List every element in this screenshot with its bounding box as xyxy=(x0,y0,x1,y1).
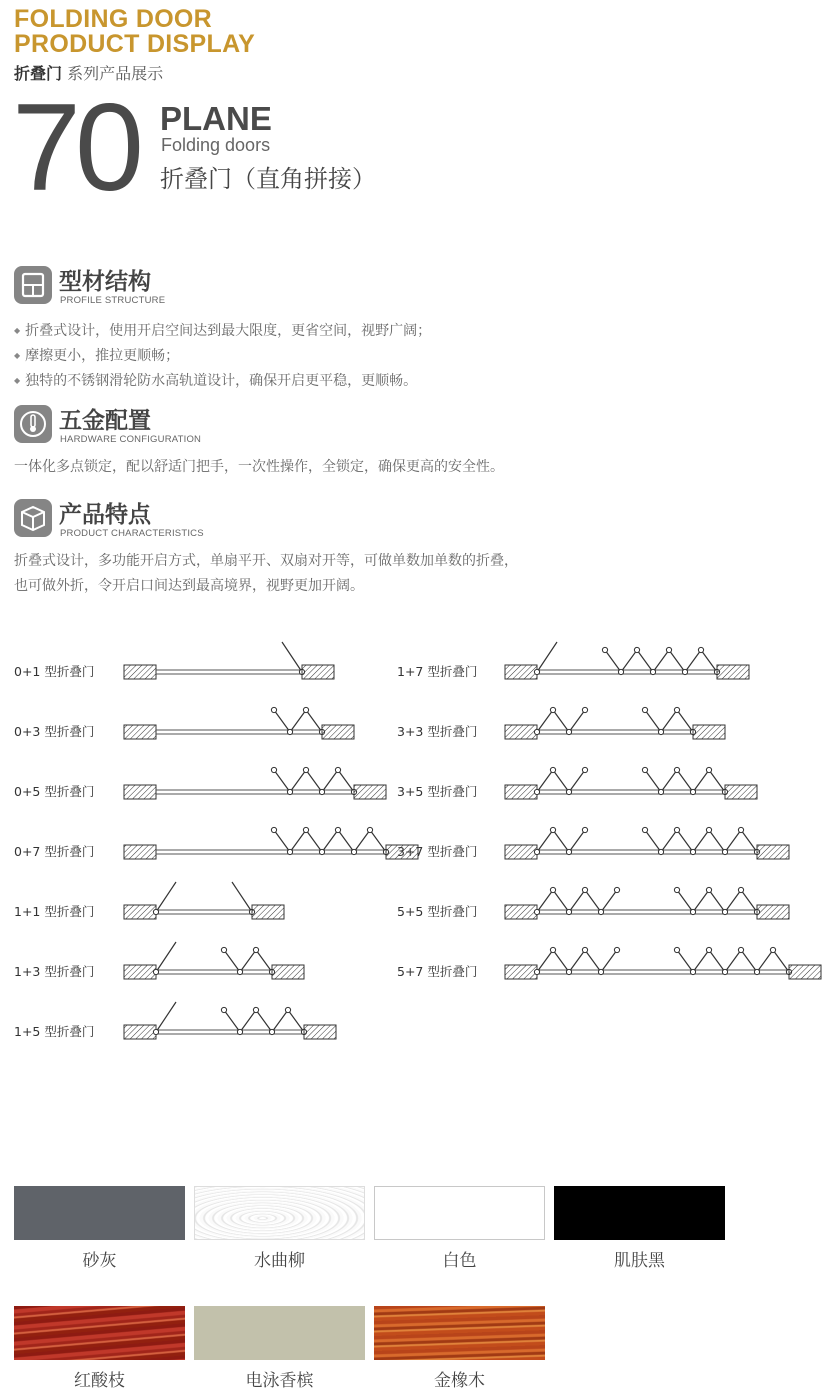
hinge-point xyxy=(153,1029,158,1034)
door-leaf xyxy=(240,950,256,972)
wall-left xyxy=(505,725,537,739)
wall-left xyxy=(124,725,156,739)
hinge-point xyxy=(634,647,639,652)
door-leaf xyxy=(661,710,677,732)
hinge-point xyxy=(674,887,679,892)
door-leaf xyxy=(156,1002,176,1032)
hinge-point xyxy=(598,909,603,914)
hinge-point xyxy=(534,909,539,914)
series-chinese-name: 折叠门（直角拼接） xyxy=(160,165,376,193)
door-leaf xyxy=(773,950,789,972)
wall-right xyxy=(717,665,749,679)
hinge-point xyxy=(534,669,539,674)
hinge-point xyxy=(550,827,555,832)
thermometer-icon xyxy=(14,405,52,443)
hinge-point xyxy=(550,767,555,772)
door-leaf xyxy=(661,830,677,852)
door-leaf xyxy=(282,642,302,672)
folding-door-diagrams xyxy=(0,620,837,1060)
hinge-point xyxy=(642,827,647,832)
hinge-point xyxy=(303,827,308,832)
hinge-point xyxy=(319,789,324,794)
door-leaf xyxy=(585,950,601,972)
hinge-point xyxy=(253,947,258,952)
door-leaf xyxy=(322,770,338,792)
diagram-label: 3+3 型折叠门 xyxy=(397,724,478,739)
door-leaf xyxy=(709,890,725,912)
color-swatch-champagne[interactable] xyxy=(194,1306,365,1360)
color-label: 肌肤黑 xyxy=(614,1251,665,1271)
hinge-point xyxy=(534,729,539,734)
hinge-point xyxy=(335,827,340,832)
door-leaf xyxy=(553,710,569,732)
hinge-point xyxy=(738,947,743,952)
hardware-section-title: 五金配置 xyxy=(59,408,151,434)
door-leaf xyxy=(569,890,585,912)
door-leaf xyxy=(709,770,725,792)
door-leaf xyxy=(569,830,585,852)
wall-right xyxy=(302,665,334,679)
hinge-point xyxy=(335,767,340,772)
hinge-point xyxy=(614,947,619,952)
series-number: 70 xyxy=(12,79,138,217)
door-leaf xyxy=(553,830,569,852)
diagram-label: 0+1 型折叠门 xyxy=(14,664,95,679)
hinge-point xyxy=(706,827,711,832)
door-leaf xyxy=(569,770,585,792)
door-leaf xyxy=(306,830,322,852)
hinge-point xyxy=(253,1007,258,1012)
cube-icon xyxy=(14,499,52,537)
door-leaf xyxy=(645,710,661,732)
hinge-point xyxy=(566,729,571,734)
wall-right xyxy=(322,725,354,739)
hinge-point xyxy=(642,767,647,772)
profile-bullet: ◆ 摩擦更小，推拉更顺畅； xyxy=(14,345,179,365)
hinge-point xyxy=(153,909,158,914)
hinge-point xyxy=(582,767,587,772)
hinge-point xyxy=(722,909,727,914)
wall-left xyxy=(124,665,156,679)
wall-left xyxy=(505,665,537,679)
door-leaf xyxy=(685,650,701,672)
door-leaf xyxy=(306,770,322,792)
hinge-point xyxy=(534,849,539,854)
hinge-point xyxy=(582,887,587,892)
hinge-point xyxy=(690,909,695,914)
door-leaf xyxy=(605,650,621,672)
diagram-label: 3+5 型折叠门 xyxy=(397,784,478,799)
hinge-point xyxy=(534,969,539,974)
hinge-point xyxy=(566,909,571,914)
hinge-point xyxy=(237,1029,242,1034)
hinge-point xyxy=(271,767,276,772)
hinge-point xyxy=(287,729,292,734)
hinge-point xyxy=(674,767,679,772)
door-leaf xyxy=(338,770,354,792)
color-label: 金橡木 xyxy=(434,1371,485,1391)
hinge-point xyxy=(674,947,679,952)
color-label: 白色 xyxy=(442,1251,477,1271)
door-leaf xyxy=(537,890,553,912)
wall-right xyxy=(725,785,757,799)
series-english-name: Folding doors xyxy=(161,135,271,155)
hinge-point xyxy=(690,969,695,974)
door-leaf xyxy=(288,1010,304,1032)
color-swatch-golden-oak[interactable] xyxy=(374,1306,545,1360)
door-leaf xyxy=(645,770,661,792)
door-leaf xyxy=(537,770,553,792)
hinge-point xyxy=(153,969,158,974)
door-leaf xyxy=(232,882,252,912)
wall-left xyxy=(505,845,537,859)
hinge-point xyxy=(698,647,703,652)
hinge-point xyxy=(674,827,679,832)
hinge-point xyxy=(566,969,571,974)
door-leaf xyxy=(725,890,741,912)
door-leaf xyxy=(274,770,290,792)
hinge-point xyxy=(534,789,539,794)
door-leaf xyxy=(637,650,653,672)
door-leaf xyxy=(338,830,354,852)
hinge-point xyxy=(690,789,695,794)
door-leaf xyxy=(553,770,569,792)
header-subtitle-rest: 系列产品展示 xyxy=(67,64,164,83)
hinge-point xyxy=(566,849,571,854)
door-leaf xyxy=(661,770,677,792)
hinge-point xyxy=(303,707,308,712)
color-swatch-ash-wood[interactable] xyxy=(194,1186,365,1240)
wall-left xyxy=(124,785,156,799)
hinge-point xyxy=(287,849,292,854)
hinge-point xyxy=(706,767,711,772)
door-leaf xyxy=(553,890,569,912)
door-leaf xyxy=(290,830,306,852)
wall-right xyxy=(354,785,386,799)
color-swatch-white[interactable] xyxy=(374,1186,545,1240)
color-label: 红酸枝 xyxy=(74,1371,125,1391)
door-leaf xyxy=(741,830,757,852)
wall-right xyxy=(272,965,304,979)
door-leaf xyxy=(290,770,306,792)
color-swatch-black[interactable] xyxy=(554,1186,725,1240)
door-leaf xyxy=(290,710,306,732)
door-leaf xyxy=(569,950,585,972)
hinge-point xyxy=(319,849,324,854)
hinge-point xyxy=(351,849,356,854)
door-leaf xyxy=(601,950,617,972)
door-leaf xyxy=(354,830,370,852)
wall-right xyxy=(304,1025,336,1039)
hinge-point xyxy=(582,707,587,712)
profile-bullet: ◆ 折叠式设计，使用开启空间达到最大限度，更省空间，视野广阔； xyxy=(14,320,431,340)
hinge-point xyxy=(738,827,743,832)
door-leaf xyxy=(693,950,709,972)
header-subtitle-bold: 折叠门 xyxy=(14,64,63,83)
door-leaf xyxy=(725,830,741,852)
door-leaf xyxy=(677,830,693,852)
door-leaf xyxy=(537,830,553,852)
hinge-point xyxy=(287,789,292,794)
hinge-point xyxy=(658,729,663,734)
door-leaf xyxy=(669,650,685,672)
door-leaf xyxy=(601,890,617,912)
door-leaf xyxy=(677,770,693,792)
diagram-label: 5+5 型折叠门 xyxy=(397,904,478,919)
color-swatch-red-wood[interactable] xyxy=(14,1306,185,1360)
hinge-point xyxy=(738,887,743,892)
diagram-label: 0+3 型折叠门 xyxy=(14,724,95,739)
door-leaf xyxy=(693,890,709,912)
door-leaf xyxy=(701,650,717,672)
door-leaf xyxy=(156,942,176,972)
hinge-point xyxy=(550,947,555,952)
diagram-label: 0+7 型折叠门 xyxy=(14,844,95,859)
door-leaf xyxy=(322,830,338,852)
door-leaf xyxy=(709,830,725,852)
door-leaf xyxy=(256,1010,272,1032)
door-leaf xyxy=(306,710,322,732)
wall-left xyxy=(124,905,156,919)
features-section-subtitle: PRODUCT CHARACTERISTICS xyxy=(60,528,204,539)
hinge-point xyxy=(550,887,555,892)
hinge-point xyxy=(722,969,727,974)
door-leaf xyxy=(741,950,757,972)
hinge-point xyxy=(658,849,663,854)
wall-left xyxy=(505,785,537,799)
door-leaf xyxy=(693,770,709,792)
hinge-point xyxy=(706,887,711,892)
hinge-point xyxy=(285,1007,290,1012)
header-title-line2: PRODUCT DISPLAY xyxy=(14,30,256,58)
hinge-point xyxy=(666,647,671,652)
hinge-point xyxy=(674,707,679,712)
diagram-label: 3+7 型折叠门 xyxy=(397,844,478,859)
wall-left xyxy=(505,965,537,979)
wall-left xyxy=(124,965,156,979)
hardware-section-subtitle: HARDWARE CONFIGURATION xyxy=(60,434,202,445)
wall-right xyxy=(789,965,821,979)
color-label: 水曲柳 xyxy=(254,1251,305,1271)
hinge-point xyxy=(271,827,276,832)
profile-bullet: ◆ 独特的不锈钢滑轮防水高轨道设计，确保开启更平稳，更顺畅。 xyxy=(14,370,417,390)
door-leaf xyxy=(693,830,709,852)
hinge-point xyxy=(221,947,226,952)
door-leaf xyxy=(621,650,637,672)
hinge-point xyxy=(722,849,727,854)
hardware-text: 一体化多点锁定，配以舒适门把手，一次性操作，全锁定，确保更高的安全性。 xyxy=(14,459,504,475)
features-text-line: 折叠式设计，多功能开启方式，单扇平开、双扇对开等，可做单数加单数的折叠， xyxy=(14,553,518,569)
header-title-line1: FOLDING DOOR xyxy=(14,5,213,33)
diagram-label: 1+1 型折叠门 xyxy=(14,904,95,919)
door-leaf xyxy=(156,882,176,912)
hinge-point xyxy=(614,887,619,892)
door-leaf xyxy=(272,1010,288,1032)
hinge-point xyxy=(367,827,372,832)
door-leaf xyxy=(224,1010,240,1032)
door-leaf xyxy=(537,642,557,672)
hinge-point xyxy=(550,707,555,712)
hinge-point xyxy=(582,827,587,832)
door-leaf xyxy=(370,830,386,852)
hinge-point xyxy=(658,789,663,794)
color-label: 砂灰 xyxy=(82,1251,117,1271)
profile-section-title: 型材结构 xyxy=(59,269,151,295)
wall-left xyxy=(505,905,537,919)
door-leaf xyxy=(274,830,290,852)
door-leaf xyxy=(677,950,693,972)
window-frame-icon xyxy=(14,266,52,304)
door-leaf xyxy=(677,890,693,912)
diagram-label: 1+7 型折叠门 xyxy=(397,664,478,679)
hinge-point xyxy=(303,767,308,772)
hinge-point xyxy=(690,849,695,854)
hinge-point xyxy=(582,947,587,952)
door-leaf xyxy=(725,950,741,972)
hinge-point xyxy=(602,647,607,652)
hinge-point xyxy=(237,969,242,974)
hinge-point xyxy=(754,969,759,974)
door-leaf xyxy=(256,950,272,972)
hinge-point xyxy=(642,707,647,712)
door-leaf xyxy=(677,710,693,732)
hinge-point xyxy=(566,789,571,794)
door-leaf xyxy=(653,650,669,672)
color-swatch-sand-grey[interactable] xyxy=(14,1186,185,1240)
door-leaf xyxy=(757,950,773,972)
features-section-title: 产品特点 xyxy=(59,502,151,528)
wall-right xyxy=(693,725,725,739)
profile-section-subtitle: PROFILE STRUCTURE xyxy=(60,295,166,306)
diagram-label: 1+5 型折叠门 xyxy=(14,1024,95,1039)
door-leaf xyxy=(537,710,553,732)
hinge-point xyxy=(706,947,711,952)
color-label: 电泳香槟 xyxy=(245,1371,314,1391)
hinge-point xyxy=(271,707,276,712)
door-leaf xyxy=(537,950,553,972)
wall-right xyxy=(252,905,284,919)
wall-right xyxy=(757,905,789,919)
door-leaf xyxy=(553,950,569,972)
hinge-point xyxy=(650,669,655,674)
hinge-point xyxy=(269,1029,274,1034)
hinge-point xyxy=(598,969,603,974)
hinge-point xyxy=(770,947,775,952)
hinge-point xyxy=(618,669,623,674)
door-leaf xyxy=(274,710,290,732)
door-leaf xyxy=(645,830,661,852)
wall-right xyxy=(757,845,789,859)
features-text-line: 也可做外折，令开启口间达到最高境界，视野更加开阔。 xyxy=(14,578,364,594)
door-leaf xyxy=(569,710,585,732)
wall-left xyxy=(124,1025,156,1039)
diagram-label: 1+3 型折叠门 xyxy=(14,964,95,979)
series-name: PLANE xyxy=(160,100,272,137)
door-leaf xyxy=(585,890,601,912)
hinge-point xyxy=(682,669,687,674)
door-leaf xyxy=(240,1010,256,1032)
wall-left xyxy=(124,845,156,859)
door-leaf xyxy=(709,950,725,972)
door-leaf xyxy=(224,950,240,972)
hinge-point xyxy=(221,1007,226,1012)
diagram-label: 0+5 型折叠门 xyxy=(14,784,95,799)
door-leaf xyxy=(741,890,757,912)
diagram-label: 5+7 型折叠门 xyxy=(397,964,478,979)
